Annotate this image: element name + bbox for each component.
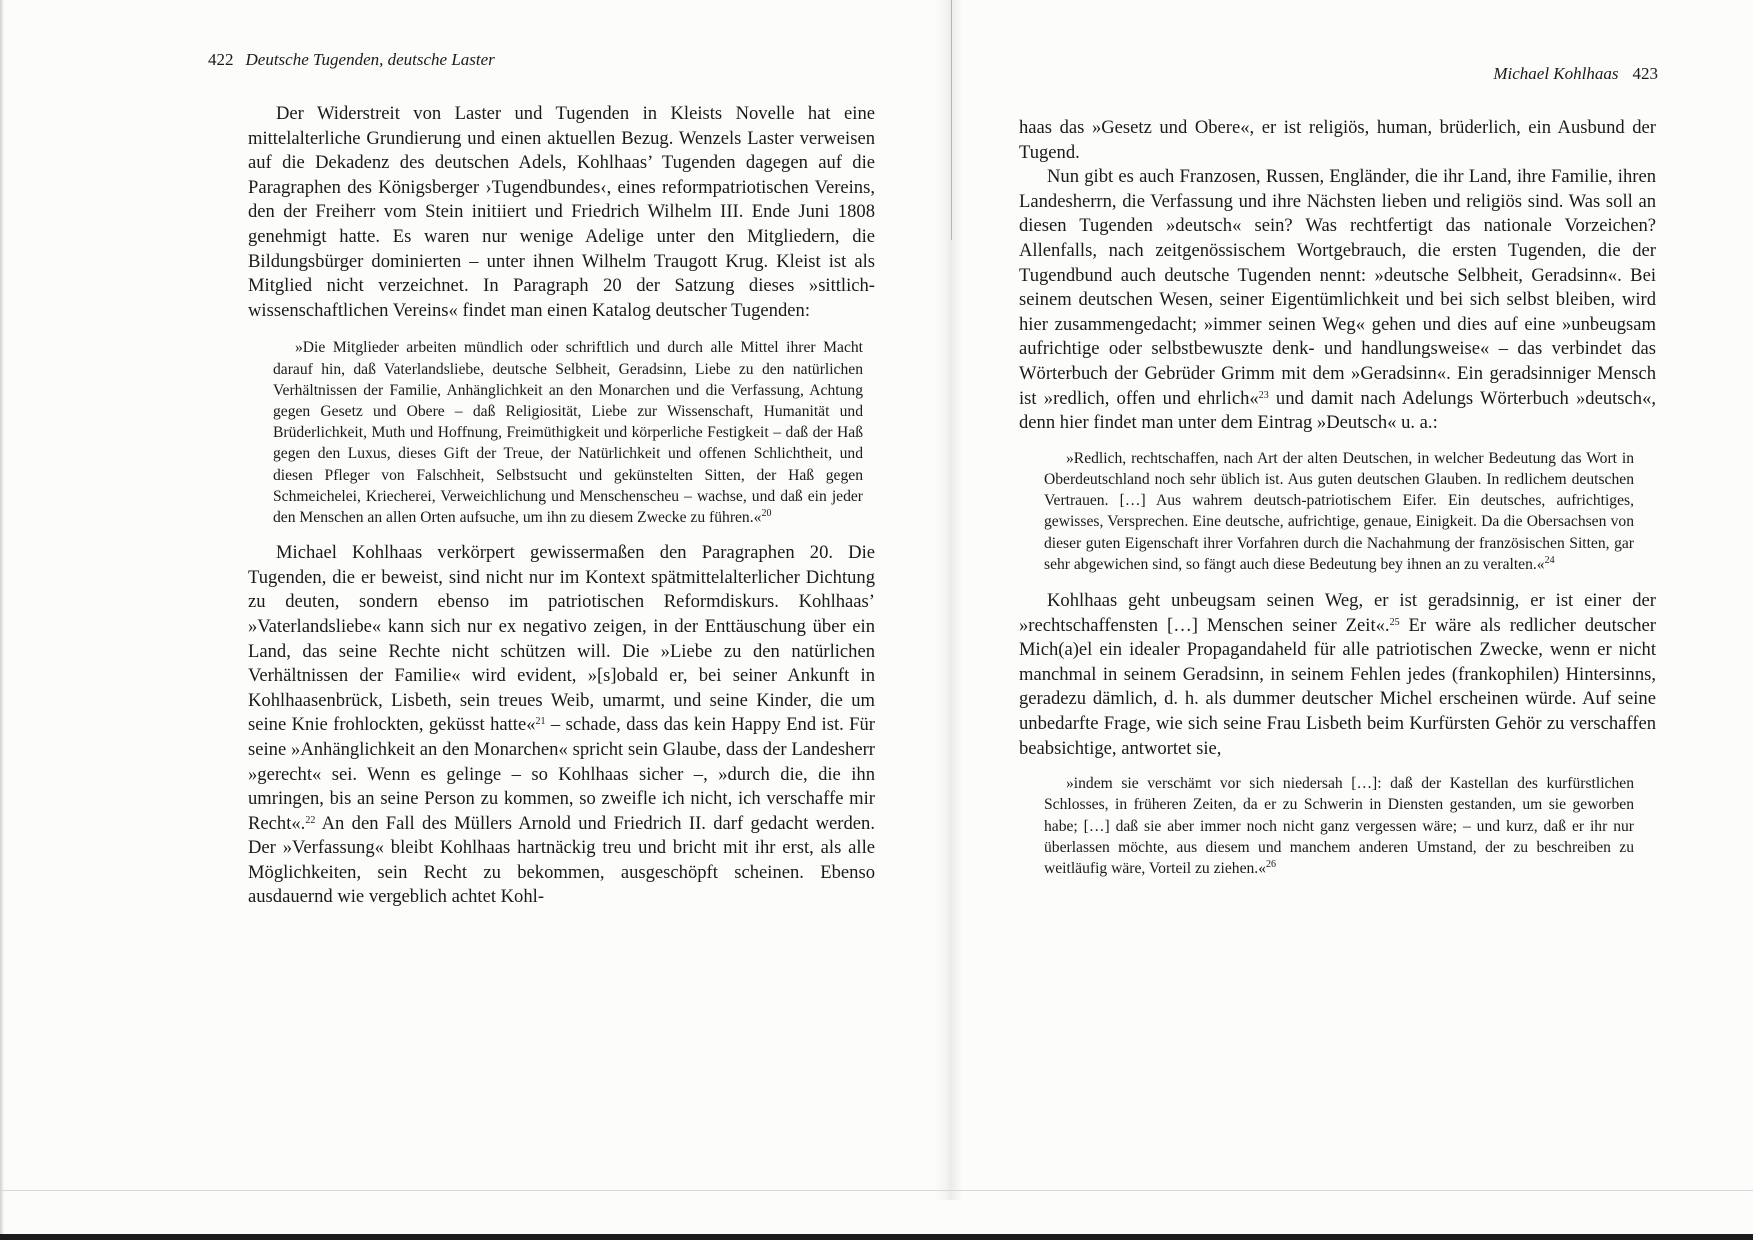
gutter-line: [951, 0, 952, 240]
paragraph: Der Widerstreit von Laster und Tugenden in Kleists Novelle hat eine mittelalterliche Grundierung und einen aktuellen Bezug. Wenzels Laster verweisen auf die Dekadenz des deutschen Adels, Kohlhaas’ Tugenden dagegen auf die Paragraphen des Königsberger ›Tugendbundes‹, eines reformpatriotischen Vereins, den der Freiherr vom Stein initiiert und Friedrich Wilhelm III. Ende Juni 1808 genehmigt hatte. Es waren nur wenige Adelige unter den Mitgliedern, die Bildungsbürger dominierten – unter ihnen Wilhelm Traugott Krug. Kleist ist als Mitglied nicht verzeichnet. In Paragraph 20 der Satzung dieses »sittlich-wissenschaftlichen Vereins« findet man einen Katalog deutscher Tugenden:: [248, 103, 875, 321]
paragraph: Kohlhaas geht unbeugsam seinen Weg, er ist geradsinnig, er ist einer der »rechtschaffensten […] Menschen seiner Zeit«.$^{25}$ Er wäre als redlicher deutscher Mich(a)el ein idealer Propagandaheld für alle patriotischen Zwecke, wenn er nicht manchmal in seinem Geradsinn, in seinem Fehlen jedes (frankophilen) Hintersinns, geradezu dämlich, d. h. als dummer deutscher Michel erscheinen würde. Auf seine unbedarfte Frage, wie sich seine Frau Lisbeth beim Kurfürsten Gehör zu verschaffen beabsichtige, antwortet sie,: [1019, 589, 1656, 759]
paragraph: haas das »Gesetz und Obere«, er ist religiös, human, brüderlich, ein Ausbund der Tugend.: [1019, 117, 1656, 163]
paragraph: Michael Kohlhaas verkörpert gewissermaßen den Paragraphen 20. Die Tugenden, die er beweist, sind nicht nur im Kontext spätmittelalterlicher Dichtung zu deuten, sondern ebenso im patriotischen Reformdiskurs. Kohlhaas’ »Vaterlandsliebe« kann sich nur ex negativo zeigen, in der Enttäuschung über ein Land, das seine Rechte nicht schützen will. Die »Liebe zu den natürlichen Verhältnissen der Familie« wird evident, »[s]obald er, bei seiner Ankunft in Kohlhaasenbrück, Lisbeth, sein treues Weib, umarmt, und seine Kinder, die um seine Knie frohlockten, geküsst hatte«$^{21}$ – schade, dass das kein Happy End ist. Für seine »Anhänglichkeit an den Monarchen« spricht sein Glaube, dass der Landesherr »gerecht« sei. Wenn es gelinge – so Kohlhaas sicher –, »durch die, die ihn umringen, bis an seine Person zu kommen, so zweifle ich nicht, ich verschaffe mir Recht«.$^{22}$ An den Fall des Müllers Arnold und Friedrich II. darf gedacht werden. Der »Verfassung« bleibt Kohlhaas hartnäckig treu und bricht mit ihr erst, als alle Möglichkeiten, sein Recht zu bekommen, ausgeschöpft scheinen. Ebenso ausdauernd wie vergeblich achtet Kohl-: [248, 542, 875, 908]
quote-text: »Redlich, rechtschaffen, nach Art der alten Deutschen, in welcher Bedeutung das Wort in Oberdeutschland noch sehr üblich ist. Aus guten deutschen Glauben. In redlichem deutschen Vertrauen. […] Aus wahrem deutsch-patriotischem Eifer. Ein deutsches, aufrichtiges, gewisses, Versprechen. Eine deutsche, aufrichtige, genaue, Einigkeit. Da die Obersachsen von dieser guten Eigenschaft ihrer Vorfahren durch die Nachahmung der französischen Sitten, gar sehr abgewichen sind, so fängt auch diese Bedeutung bey ihnen an zu veralten.«$^{24}$: [1044, 449, 1634, 573]
footnote-ref: 23: [1258, 389, 1269, 401]
running-header-left: [208, 50, 495, 70]
footnote-ref: 24: [1544, 554, 1555, 566]
page-bottom-edge: [0, 1190, 1753, 1191]
gutter-shadow: [935, 0, 963, 1200]
footnote-ref: 26: [1266, 858, 1276, 870]
page-number: 422: [208, 50, 234, 69]
quote-text: »indem sie verschämt vor sich niedersah […]: daß der Kastellan des kurfürstlichen Schlosses, in früheren Zeiten, da er zu Schwerin in Diensten gestanden, um sie geworben habe; […] daß sie aber immer noch nicht ganz vergessen wäre; – und kurz, daß er ihr nur überlassen möchte, aus diesem und manchem anderen Umstand, der zu beschreiben zu weitläufig wäre, Vorteil zu ziehen.«$^{26}$: [1044, 775, 1634, 877]
quote-text: »Die Mitglieder arbeiten mündlich oder schriftlich und durch alle Mittel ihrer Macht darauf hin, daß Vaterlandsliebe, deutsche Selbheit, Geradsinn, Liebe zu den natürlichen Verhältnissen der Familie, Anhänglichkeit an den Monarchen und die Verfassung, Achtung gegen Gesetz und Obere – daß Religiosität, Liebe zur Wissenschaft, Humanität und Brüderlichkeit, Muth und Hoffnung, Freimüthigkeit und körperliche Festigkeit – daß der Haß gegen den Luxus, dieses Gift der Treue, der Natürlichkeit und offenen Schlichtheit, und diesen Pfleger von Falschheit, Selbstsucht und gekünstelten Sitten, der Haß gegen Schmeichelei, Kriecherei, Verweichlichung und Menschenscheu – wachse, und daß ein jeder den Menschen an allen Orten aufsuche, um ihn zu diesem Zwecke zu führen.«$^{20}$: [273, 339, 863, 526]
running-title: Michael Kohlhaas: [1493, 64, 1619, 83]
block-quote: [1044, 448, 1634, 575]
page-edge-shadow: [0, 0, 4, 1234]
footnote-ref: 21: [535, 716, 546, 728]
running-title: Deutsche Tugenden, deutsche Laster: [245, 50, 495, 69]
page-number: 423: [1632, 64, 1658, 83]
block-quote: [1044, 773, 1634, 879]
footnote-ref: 20: [761, 507, 772, 519]
scanner-edge: [0, 1234, 1753, 1240]
block-quote: [273, 337, 863, 528]
footnote-ref: 22: [305, 814, 316, 826]
running-header-right: [1493, 64, 1658, 84]
left-text-block: [248, 102, 875, 910]
right-text-block: [1019, 116, 1656, 893]
footnote-ref: 25: [1389, 616, 1400, 628]
paragraph: Nun gibt es auch Franzosen, Russen, Engländer, die ihr Land, ihre Familie, ihren Landesherrn, die Verfassung und ihre Nächsten lieben und religiös sind. Was soll an diesen Tugenden »deutsch« sein? Was rechtfertigt das nationale Vorzeichen? Allenfalls, nach zeitgenössischem Wortgebrauch, die ersten Tugenden, die der Tugendbund auch deutsche Tugenden nennt: »deutsche Selbheit, Geradsinn«. Bei seinem deutschen Wesen, seiner Eigentümlichkeit und bei sich selbst bleiben, wird hier zusammengedacht; »immer seinen Weg« gehen und dies auf eine »unbeugsam aufrichtige oder selbstbewuszte denk- und handlungsweise« – das verbindet das Wörterbuch der Gebrüder Grimm mit dem »Geradsinn«. Ein geradsinniger Mensch ist »redlich, offen und ehrlich«$^{23}$ und damit nach Adelungs Wörterbuch »deutsch«, denn hier findet man unter dem Eintrag »Deutsch« u. a.:: [1019, 166, 1657, 434]
